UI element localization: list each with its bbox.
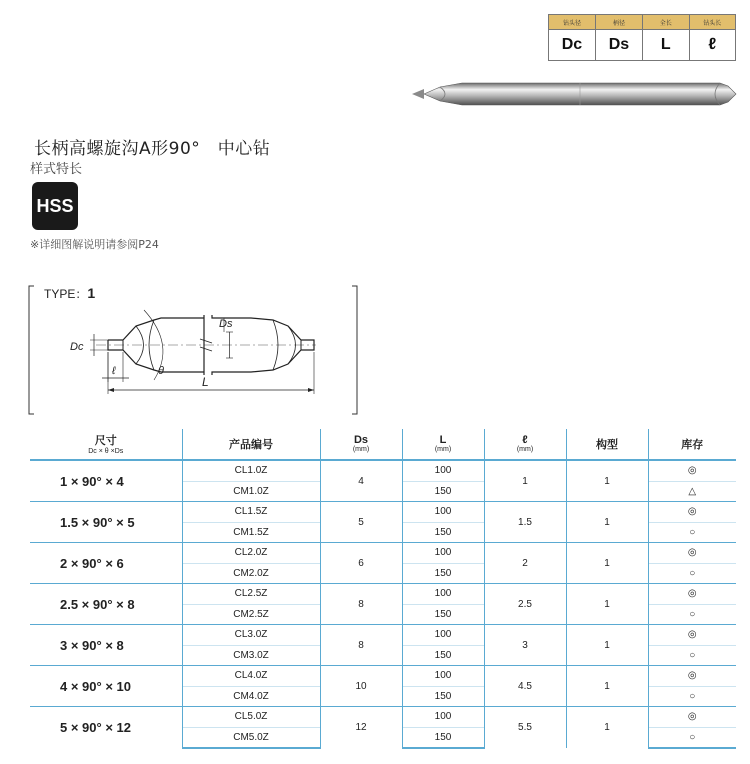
cell-stock: ◎ bbox=[648, 584, 736, 605]
cell-stock: ○ bbox=[648, 522, 736, 543]
cell-code: CL2.5Z bbox=[182, 584, 320, 605]
cell-L: 100 bbox=[402, 460, 484, 481]
center-drill-photo bbox=[410, 72, 740, 116]
cell-code: CM2.5Z bbox=[182, 604, 320, 625]
type-label-text: TYPE： bbox=[44, 287, 88, 301]
cell-code: CL4.0Z bbox=[182, 666, 320, 687]
cell-L: 150 bbox=[402, 522, 484, 543]
cell-code: CL1.5Z bbox=[182, 502, 320, 523]
dim-ell-label: ℓ bbox=[112, 365, 116, 377]
cell-L: 150 bbox=[402, 645, 484, 666]
cell-code: CM2.0Z bbox=[182, 563, 320, 584]
cell-L: 150 bbox=[402, 604, 484, 625]
legend-header-dc: 钻头径 bbox=[549, 15, 596, 30]
cell-L: 150 bbox=[402, 727, 484, 748]
cell-stock: ◎ bbox=[648, 625, 736, 646]
cell-stock: ◎ bbox=[648, 666, 736, 687]
technical-drawing bbox=[26, 282, 362, 418]
col-ds: Ds (mm) bbox=[320, 429, 402, 460]
cell-stock: ○ bbox=[648, 604, 736, 625]
dim-dc-label: Dc bbox=[70, 341, 84, 353]
cell-stock: ○ bbox=[648, 686, 736, 707]
cell-code: CL3.0Z bbox=[182, 625, 320, 646]
cell-code: CM5.0Z bbox=[182, 727, 320, 748]
cell-size: 5 × 90° × 12 bbox=[30, 707, 182, 749]
cell-ds: 10 bbox=[320, 666, 402, 707]
col-stock: 库存 bbox=[648, 429, 736, 460]
cell-L: 150 bbox=[402, 481, 484, 502]
cell-size: 3 × 90° × 8 bbox=[30, 625, 182, 666]
cell-code: CL1.0Z bbox=[182, 460, 320, 481]
cell-type: 1 bbox=[566, 707, 648, 749]
table-row bbox=[30, 707, 736, 728]
legend-header-ds: 柄径 bbox=[595, 15, 642, 30]
cell-L: 150 bbox=[402, 686, 484, 707]
legend-value-dc: Dc bbox=[549, 30, 596, 61]
table-header-row bbox=[30, 429, 736, 460]
cell-ds: 8 bbox=[320, 625, 402, 666]
dim-theta-label: θ bbox=[158, 365, 164, 377]
cell-ell: 5.5 bbox=[484, 707, 566, 749]
cell-ell: 4.5 bbox=[484, 666, 566, 707]
cell-code: CL5.0Z bbox=[182, 707, 320, 728]
cell-ell: 3 bbox=[484, 625, 566, 666]
cell-ds: 6 bbox=[320, 543, 402, 584]
cell-L: 150 bbox=[402, 563, 484, 584]
cell-stock: ○ bbox=[648, 563, 736, 584]
cell-stock: ◎ bbox=[648, 707, 736, 728]
dim-L-label: L bbox=[202, 375, 209, 389]
cell-L: 100 bbox=[402, 502, 484, 523]
type-value: 1 bbox=[87, 285, 96, 301]
cell-stock: ○ bbox=[648, 645, 736, 666]
spec-table bbox=[30, 429, 736, 749]
cell-ds: 4 bbox=[320, 460, 402, 502]
table-row bbox=[30, 584, 736, 605]
cell-type: 1 bbox=[566, 584, 648, 625]
cell-stock: ◎ bbox=[648, 543, 736, 564]
cell-L: 100 bbox=[402, 666, 484, 687]
cell-ds: 5 bbox=[320, 502, 402, 543]
col-code: 产品编号 bbox=[182, 429, 320, 460]
reference-note: ※详细图解说明请参阅P24 bbox=[30, 238, 159, 251]
cell-stock: ○ bbox=[648, 727, 736, 748]
cell-type: 1 bbox=[566, 625, 648, 666]
table-row bbox=[30, 625, 736, 646]
cell-size: 2.5 × 90° × 8 bbox=[30, 584, 182, 625]
dimension-legend bbox=[548, 14, 736, 61]
legend-header-l: 全长 bbox=[642, 15, 689, 30]
cell-code: CL2.0Z bbox=[182, 543, 320, 564]
col-ell: ℓ (mm) bbox=[484, 429, 566, 460]
hss-badge: HSS bbox=[32, 182, 78, 230]
legend-header-ell: 钻头长 bbox=[689, 15, 736, 30]
cell-ds: 8 bbox=[320, 584, 402, 625]
cell-stock: ◎ bbox=[648, 460, 736, 481]
legend-value-ell: ℓ bbox=[689, 30, 736, 61]
cell-ell: 1.5 bbox=[484, 502, 566, 543]
cell-type: 1 bbox=[566, 543, 648, 584]
table-row bbox=[30, 460, 736, 481]
cell-code: CM1.0Z bbox=[182, 481, 320, 502]
cell-L: 100 bbox=[402, 584, 484, 605]
cell-ell: 2.5 bbox=[484, 584, 566, 625]
cell-ell: 2 bbox=[484, 543, 566, 584]
cell-code: CM4.0Z bbox=[182, 686, 320, 707]
cell-size: 1 × 90° × 4 bbox=[30, 460, 182, 502]
cell-L: 100 bbox=[402, 543, 484, 564]
product-title: 长柄高螺旋沟A形90° 中心钻 bbox=[34, 139, 271, 159]
legend-value-ds: Ds bbox=[595, 30, 642, 61]
cell-ds: 12 bbox=[320, 707, 402, 749]
table-row bbox=[30, 543, 736, 564]
cell-L: 100 bbox=[402, 625, 484, 646]
dim-ds-label: Ds bbox=[219, 318, 233, 330]
cell-size: 1.5 × 90° × 5 bbox=[30, 502, 182, 543]
product-subtitle: 样式特长 bbox=[30, 162, 83, 177]
col-size: 尺寸 Dc × θ ×Ds bbox=[30, 429, 182, 460]
col-type: 构型 bbox=[566, 429, 648, 460]
cell-type: 1 bbox=[566, 502, 648, 543]
table-row bbox=[30, 666, 736, 687]
cell-stock: ◎ bbox=[648, 502, 736, 523]
legend-value-l: L bbox=[642, 30, 689, 61]
table-row bbox=[30, 502, 736, 523]
col-L: L (mm) bbox=[402, 429, 484, 460]
cell-ell: 1 bbox=[484, 460, 566, 502]
cell-type: 1 bbox=[566, 460, 648, 502]
cell-L: 100 bbox=[402, 707, 484, 728]
cell-code: CM3.0Z bbox=[182, 645, 320, 666]
cell-code: CM1.5Z bbox=[182, 522, 320, 543]
cell-stock: △ bbox=[648, 481, 736, 502]
cell-size: 2 × 90° × 6 bbox=[30, 543, 182, 584]
cell-size: 4 × 90° × 10 bbox=[30, 666, 182, 707]
cell-type: 1 bbox=[566, 666, 648, 707]
